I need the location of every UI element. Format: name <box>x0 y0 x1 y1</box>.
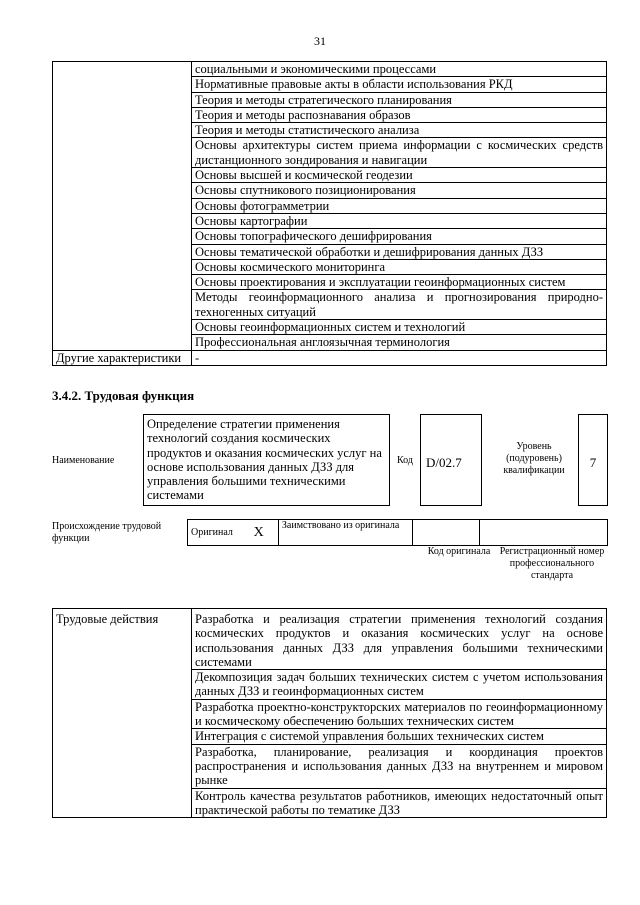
origin-label: Происхождение трудовой функции <box>52 521 162 544</box>
knowledge-item: Теория и методы статистического анализа <box>192 123 607 138</box>
knowledge-left-cell <box>53 62 192 351</box>
action-item: Разработка и реализация стратегии применения технологий создания космических продуктов и оказания космических услуг на основе использования данных ДЗЗ для управления большими техническими системами <box>192 609 607 670</box>
level-label: Уровень (подуровень) квалификации <box>503 441 565 476</box>
knowledge-item: Основы спутникового позиционирования <box>192 183 607 198</box>
section-title: 3.4.2. Трудовая функция <box>52 388 195 403</box>
knowledge-item: социальными и экономическими процессами <box>192 62 607 77</box>
knowledge-item: Нормативные правовые акты в области использования РКД <box>192 77 607 92</box>
original-label: Оригинал <box>188 520 240 546</box>
knowledge-item: Основы космического мониторинга <box>192 259 607 274</box>
reg-number-cell <box>480 520 608 546</box>
other-characteristics-row <box>53 350 607 365</box>
knowledge-item: Основы высшей и космической геодезии <box>192 168 607 183</box>
other-characteristics-label: Другие характеристики <box>53 350 192 365</box>
knowledge-item: Теория и методы распознавания образов <box>192 107 607 122</box>
action-item: Контроль качества результатов работников, имеющих недостаточный опыт практической работы по тематике ДЗЗ <box>192 788 607 818</box>
name-label: Наименование <box>52 455 115 466</box>
level-box: 7 <box>578 414 608 506</box>
knowledge-table <box>52 61 607 366</box>
actions-label: Трудовые действия <box>53 609 192 818</box>
other-characteristics-value: - <box>192 350 607 365</box>
knowledge-item: Профессиональная англоязычная терминология <box>192 335 607 350</box>
action-item: Разработка проектно-конструкторских материалов по геоинформационному и космическому обеспечению больших технических систем <box>192 699 607 729</box>
original-mark: X <box>239 520 278 546</box>
knowledge-item: Основы картографии <box>192 213 607 228</box>
knowledge-item: Методы геоинформационного анализа и прогнозирования природно-техногенных ситуаций <box>192 290 607 320</box>
borrowed-label: Заимствовано из оригинала <box>278 520 412 546</box>
knowledge-item: Основы геоинформационных систем и технологий <box>192 320 607 335</box>
knowledge-item: Основы тематической обработки и дешифрирования данных ДЗЗ <box>192 244 607 259</box>
knowledge-item: Основы топографического дешифрирования <box>192 229 607 244</box>
labour-actions-table <box>52 608 607 818</box>
action-row <box>53 609 607 670</box>
function-code-box: D/02.7 <box>420 414 482 506</box>
original-code-cell <box>412 520 480 546</box>
code-label: Код <box>397 455 413 466</box>
action-item: Разработка, планирование, реализация и координация проектов распространения и использования данных ДЗЗ на внутреннем и мировом рынке <box>192 744 607 788</box>
original-code-caption: Код оригинала <box>427 546 491 557</box>
knowledge-item: Основы проектирования и эксплуатации геоинформационных систем <box>192 275 607 290</box>
origin-table <box>187 519 608 546</box>
page-number: 31 <box>314 34 326 48</box>
function-name-box: Определение стратегии применения технологий создания космических продуктов и оказания космических услуг на основе использования данных ДЗЗ для управления большими техническими системами <box>143 414 390 506</box>
action-item: Интеграция с системой управления больших технических систем <box>192 729 607 744</box>
knowledge-row <box>53 62 607 77</box>
action-item: Декомпозиция задач больших технических систем с учетом использования данных ДЗЗ и геоинформационных систем <box>192 670 607 700</box>
reg-number-caption: Регистрационный номер профессионального стандарта <box>499 546 605 581</box>
knowledge-item: Теория и методы стратегического планирования <box>192 92 607 107</box>
knowledge-item: Основы фотограмметрии <box>192 198 607 213</box>
knowledge-item: Основы архитектуры систем приема информации с космических средств дистанционного зондирования и навигации <box>192 138 607 168</box>
